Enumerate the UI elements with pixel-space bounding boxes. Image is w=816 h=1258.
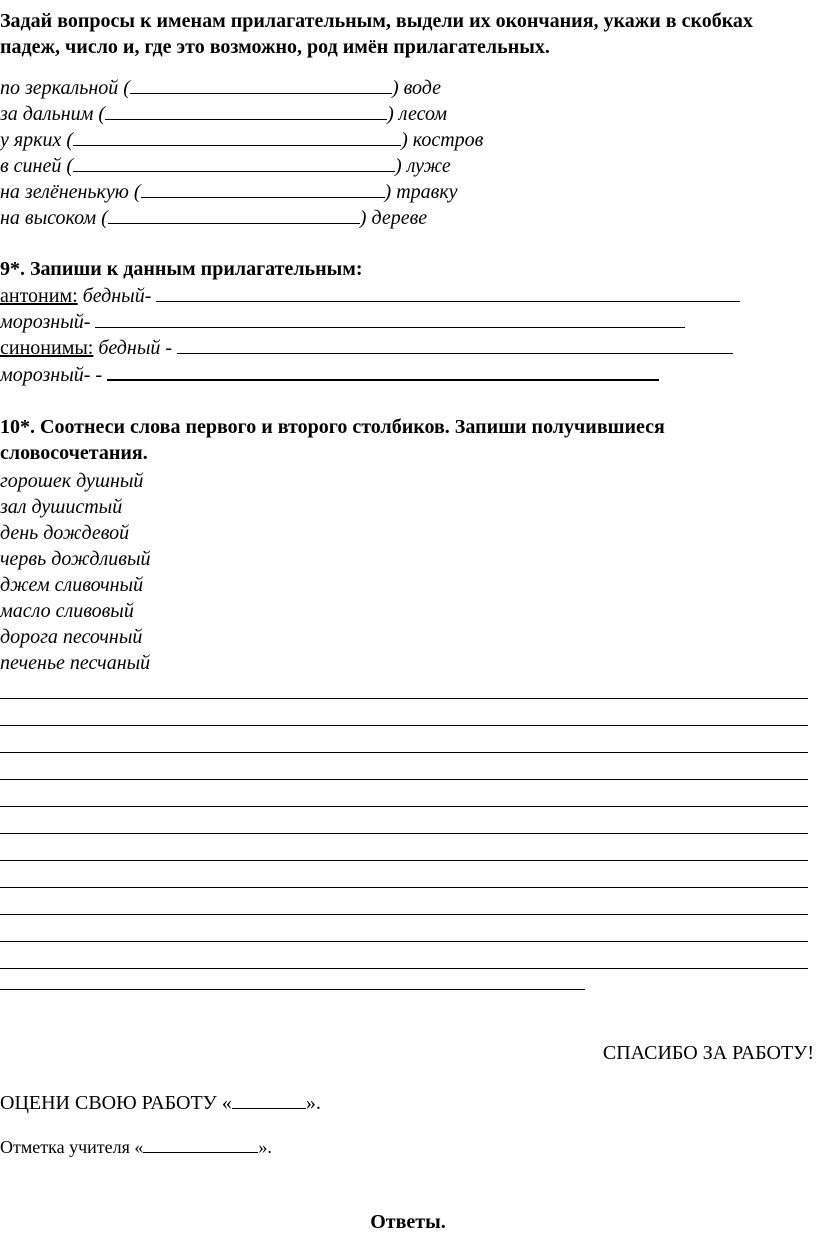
noun-text: ) луже [395, 155, 451, 177]
task8-item [0, 74, 441, 100]
word-pair: масло сливовый [0, 600, 134, 622]
noun-text: ) дереве [359, 207, 428, 229]
task8-item [0, 100, 447, 126]
writing-line[interactable] [0, 752, 808, 753]
noun-text: ) лесом [387, 103, 447, 125]
thanks-text: СПАСИБО ЗА РАБОТУ! [602, 1042, 814, 1064]
task8-item [0, 204, 427, 230]
antonym-word: бедный- [77, 285, 152, 307]
self-grade-label: ОЦЕНИ СВОЮ РАБОТУ « [0, 1092, 232, 1114]
writing-line[interactable] [0, 833, 808, 834]
word-pair: день дождевой [0, 522, 130, 544]
task9-synonym-row [0, 360, 659, 386]
teacher-grade-label: Отметка учителя « [0, 1137, 144, 1157]
answer-blank[interactable] [95, 308, 685, 328]
noun-text: ) воде [391, 77, 442, 99]
self-grade-suffix: ». [305, 1092, 321, 1114]
word-pair: горошек душный [0, 470, 144, 492]
answer-blank[interactable] [73, 126, 401, 146]
noun-text: ) костров [401, 129, 484, 151]
synonym-label: синонимы: [0, 337, 94, 359]
writing-line[interactable] [0, 887, 808, 888]
answer-blank[interactable] [177, 334, 733, 354]
word-pair: зал душистый [0, 496, 123, 518]
synonym-word: бедный - [93, 337, 173, 359]
task9-antonym-row [0, 282, 740, 308]
writing-line[interactable] [0, 806, 808, 807]
writing-line[interactable] [0, 860, 808, 861]
word-pair: джем сливочный [0, 574, 144, 596]
adjective-text: на высоком ( [0, 207, 108, 229]
writing-line[interactable] [0, 914, 808, 915]
writing-line[interactable] [0, 779, 808, 780]
task8-item [0, 152, 451, 178]
adjective-text: на зелёненькую ( [0, 181, 141, 203]
word-pair: дорога песочный [0, 626, 143, 648]
writing-line[interactable] [0, 698, 808, 699]
writing-line[interactable] [0, 941, 808, 942]
task9-antonym-row [0, 308, 685, 334]
writing-line[interactable] [0, 968, 808, 969]
antonym-label: антоним: [0, 285, 78, 307]
writing-line[interactable] [0, 725, 808, 726]
adjective-text: за дальним ( [0, 103, 106, 125]
adjective-text: в синей ( [0, 155, 74, 177]
answer-blank[interactable] [108, 204, 360, 224]
word-pair: червь дождливый [0, 548, 151, 570]
answer-blank[interactable] [107, 360, 659, 381]
self-grade-blank[interactable] [232, 1089, 306, 1109]
self-grade-row [0, 1089, 321, 1115]
task10-title: 10*. Соотнеси слова первого и второго столбиков. Запиши получившиеся словосочетания. [0, 416, 665, 464]
noun-text: ) травку [384, 181, 458, 203]
teacher-grade-row [0, 1134, 272, 1160]
answers-heading: Ответы. [370, 1211, 446, 1233]
task9-title: 9*. Запиши к данным прилагательным: [0, 258, 363, 280]
adjective-text: у ярких ( [0, 129, 74, 151]
answer-blank[interactable] [130, 74, 392, 94]
answer-blank[interactable] [156, 282, 740, 302]
antonym-word: морозный- [0, 311, 91, 333]
synonym-word: морозный- - [0, 364, 103, 386]
answer-blank[interactable] [73, 152, 395, 172]
answer-blank[interactable] [105, 100, 387, 120]
word-pair: печенье песчаный [0, 652, 151, 674]
answer-blank[interactable] [141, 178, 385, 198]
teacher-grade-suffix: ». [258, 1137, 272, 1157]
adjective-text: по зеркальной ( [0, 77, 130, 99]
task9-synonym-row [0, 334, 733, 360]
task8-instruction: Задай вопросы к именам прилагательным, выдели их окончания, укажи в скобках падеж, число и, где это возможно, род имён прилагательных. [0, 10, 753, 58]
task8-item [0, 178, 458, 204]
writing-line[interactable] [0, 989, 585, 990]
task8-item [0, 126, 483, 152]
teacher-grade-blank[interactable] [143, 1135, 258, 1153]
